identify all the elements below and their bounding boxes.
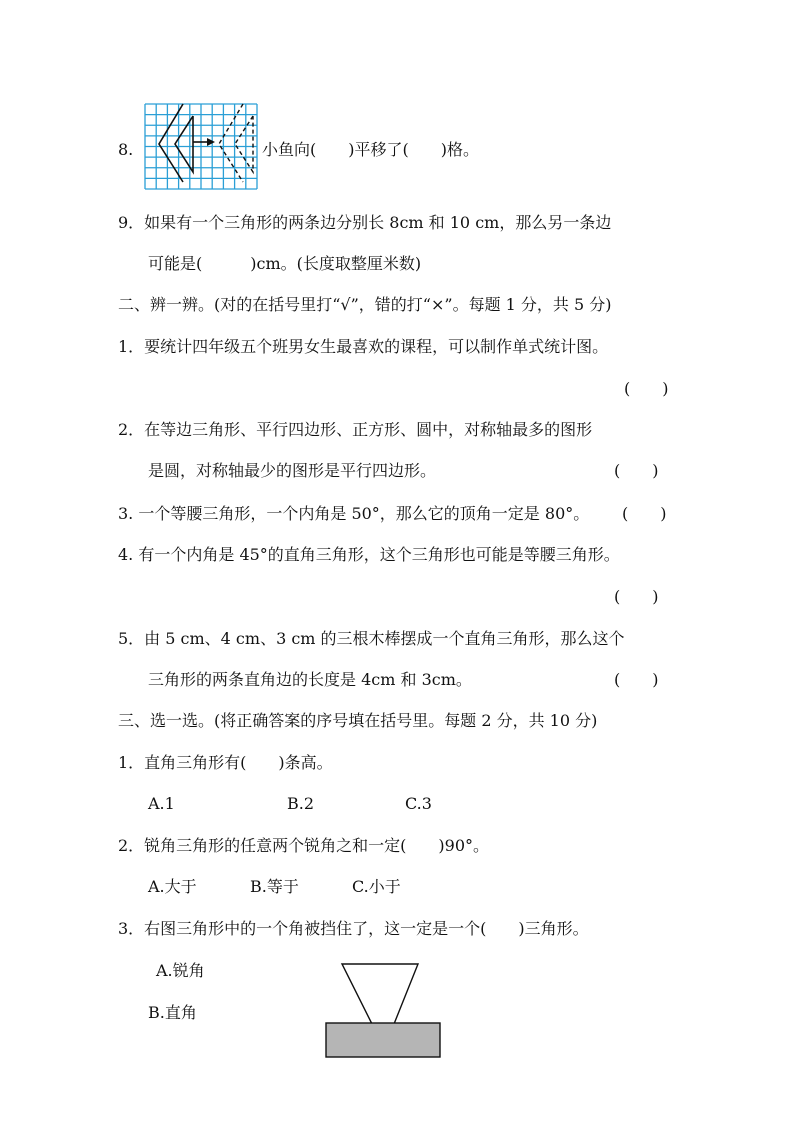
- translation-arrow-head: [207, 138, 215, 146]
- grid-lines: [145, 104, 257, 189]
- s3-item3-option-b[interactable]: B.直角: [148, 1003, 197, 1022]
- s2-item1-answer-paren[interactable]: ( ): [624, 379, 669, 398]
- s2-item5-answer-paren[interactable]: ( ): [614, 670, 659, 689]
- s3-item3-option-a[interactable]: A.锐角: [156, 961, 205, 980]
- fish-grid-figure: [145, 104, 257, 189]
- s3-item3-stem: 3．右图三角形中的一个角被挡住了，这一定是一个( )三角形。: [118, 919, 589, 938]
- s2-item2-text-cont: 是圆，对称轴最少的图形是平行四边形。: [148, 461, 437, 480]
- q9-line1: 9．如果有一个三角形的两条边分别长 8cm 和 10 cm，那么另一条边: [118, 213, 612, 232]
- hidden-angle-triangle-figure: [324, 960, 444, 1060]
- s2-item1-text: 1．要统计四年级五个班男女生最喜欢的课程，可以制作单式统计图。: [118, 337, 609, 356]
- section2-heading: 二、辨一辨。(对的在括号里打“√”，错的打“×”。每题 1 分，共 5 分): [118, 295, 612, 314]
- s3-item2-option-b[interactable]: B.等于: [250, 877, 299, 896]
- s2-item3-answer-paren[interactable]: ( ): [622, 504, 667, 523]
- s2-item2-text: 2．在等边三角形、平行四边形、正方形、圆中，对称轴最多的图形: [118, 420, 593, 439]
- fish-moved: [219, 104, 243, 182]
- q8-text: 小鱼向( )平移了( )格。: [262, 140, 479, 159]
- s2-item3-text: 3. 一个等腰三角形，一个内角是 50°，那么它的顶角一定是 80°。: [118, 504, 590, 523]
- fish-moved-fin: [235, 116, 253, 172]
- s3-item2-stem: 2．锐角三角形的任意两个锐角之和一定( )90°。: [118, 836, 490, 855]
- fish-original: [159, 104, 183, 182]
- s2-item4-text: 4. 有一个内角是 45°的直角三角形，这个三角形也可能是等腰三角形。: [118, 545, 620, 564]
- triangle-visible-sides: [342, 964, 418, 1024]
- s3-item1-option-b[interactable]: B.2: [287, 794, 315, 813]
- s2-item2-answer-paren[interactable]: ( ): [614, 461, 659, 480]
- s3-item1-option-c[interactable]: C.3: [405, 794, 432, 813]
- s3-item1-stem: 1．直角三角形有( )条高。: [118, 753, 333, 772]
- s2-item5-text-cont: 三角形的两条直角边的长度是 4cm 和 3cm。: [148, 670, 472, 689]
- q8-number: 8.: [118, 140, 134, 159]
- s2-item5-text: 5．由 5 cm、4 cm、3 cm 的三根木棒摆成一个直角三角形，那么这个: [118, 629, 625, 648]
- s3-item2-option-c[interactable]: C.小于: [352, 877, 401, 896]
- q9-line2: 可能是( )cm。(长度取整厘米数): [148, 254, 422, 273]
- cover-block: [326, 1023, 440, 1057]
- section3-heading: 三、选一选。(将正确答案的序号填在括号里。每题 2 分，共 10 分): [118, 711, 598, 730]
- s2-item4-answer-paren[interactable]: ( ): [614, 587, 659, 606]
- s3-item1-option-a[interactable]: A.1: [148, 794, 175, 813]
- s3-item2-option-a[interactable]: A.大于: [148, 877, 197, 896]
